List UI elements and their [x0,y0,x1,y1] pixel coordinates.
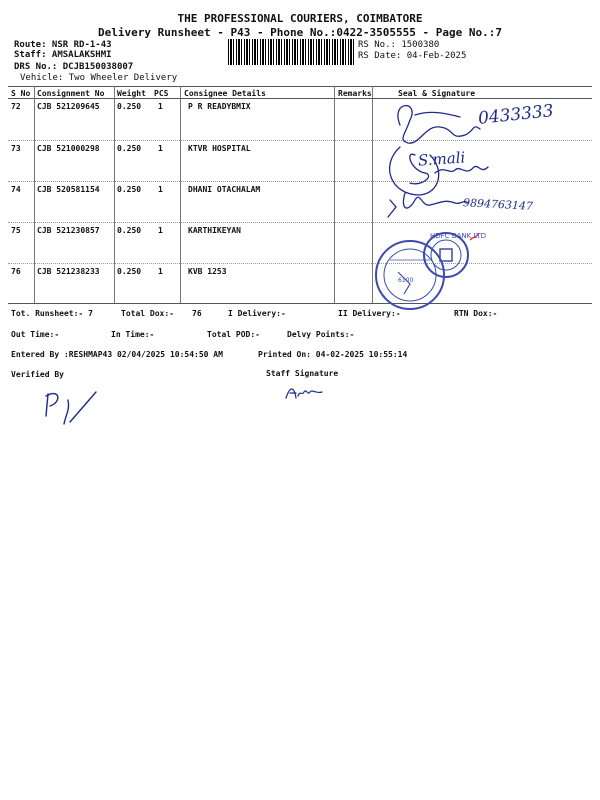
out-time: Out Time:- [11,330,60,339]
row-sno: 73 [11,144,21,153]
drs-number: DRS No.: DCJB150038007 [14,62,134,72]
row-weight: 0.250 [117,144,142,153]
rs-number: RS No.: 1500380 [358,40,440,50]
bank-stamp-icon [370,220,487,320]
row-sno: 76 [11,267,21,276]
verified-by-label: Verified By [11,370,64,379]
row-consignee: KVB 1253 [188,267,227,276]
staff-text: Staff: AMSALAKSHMI [14,50,112,60]
row-pcs: 1 [158,102,163,111]
delvy-points: Delvy Points:- [287,330,355,339]
row-pcs: 1 [158,226,163,235]
row-consignee: KTVR HOSPITAL [188,144,251,153]
total-dox-label: Total Dox:- [121,309,174,318]
row-consignee: KARTHIKEYAN [188,226,241,235]
row-consignment: CJB 521000298 [37,144,100,153]
rs-date: RS Date: 04-Feb-2025 [358,51,467,61]
row-pcs: 1 [158,185,163,194]
stamp-number: 6100 [398,277,414,284]
route-text: Route: NSR RD-1-43 [14,40,112,50]
col-sno: S No [11,89,31,98]
col-seal-signature: Seal & Signature [398,89,476,98]
handwritten-phone: 9894763147 [462,196,534,213]
row-consignee: DHANI OTACHALAM [188,185,261,194]
vehicle-text: Vehicle: Two Wheeler Delivery [20,73,178,83]
stamp-text: HDFC BANK LTD [430,232,487,240]
row-weight: 0.250 [117,185,142,194]
handwritten-name: S.mali [417,148,466,170]
col-pcs: PCS [154,89,169,98]
row-weight: 0.250 [117,102,142,111]
col-remarks: Remarks [338,89,372,98]
row-consignment: CJB 521238233 [37,267,100,276]
row-pcs: 1 [158,267,163,276]
col-weight: Weight [117,89,146,98]
barcode [228,39,354,65]
row-weight: 0.250 [117,226,142,235]
in-time: In Time:- [111,330,155,339]
row-pcs: 1 [158,144,163,153]
runsheet-subtitle: Delivery Runsheet - P43 - Phone No.:0422-3505555 - Page No.:7 [98,26,502,39]
row-consignment: CJB 520581154 [37,185,100,194]
row-sno: 74 [11,185,21,194]
col-consignment: Consignment No [37,89,105,98]
row-sno: 75 [11,226,21,235]
tot-runsheet: Tot. Runsheet:- 7 [11,309,93,318]
staff-signature [282,380,342,404]
col-consignee: Consignee Details [184,89,266,98]
row-weight: 0.250 [117,267,142,276]
handwritten-number: 0433333 [477,101,555,129]
company-title: THE PROFESSIONAL COURIERS, COIMBATORE [177,12,423,25]
rtn-dox: RTN Dox:- [454,309,498,318]
verified-signature [40,386,110,436]
i-delivery: I Delivery:- [228,309,286,318]
total-dox-value: 76 [192,309,202,318]
row-sno: 72 [11,102,21,111]
row-consignment: CJB 521230857 [37,226,100,235]
row-consignee: P R READYBMIX [188,102,251,111]
staff-signature-label: Staff Signature [266,369,339,378]
ii-delivery: II Delivery:- [338,309,401,318]
printed-on: Printed On: 04-02-2025 10:55:14 [258,350,408,359]
entered-by: Entered By :RESHMAP43 02/04/2025 10:54:50 AM [11,350,223,359]
total-pod: Total POD:- [207,330,260,339]
row-consignment: CJB 521209645 [37,102,100,111]
